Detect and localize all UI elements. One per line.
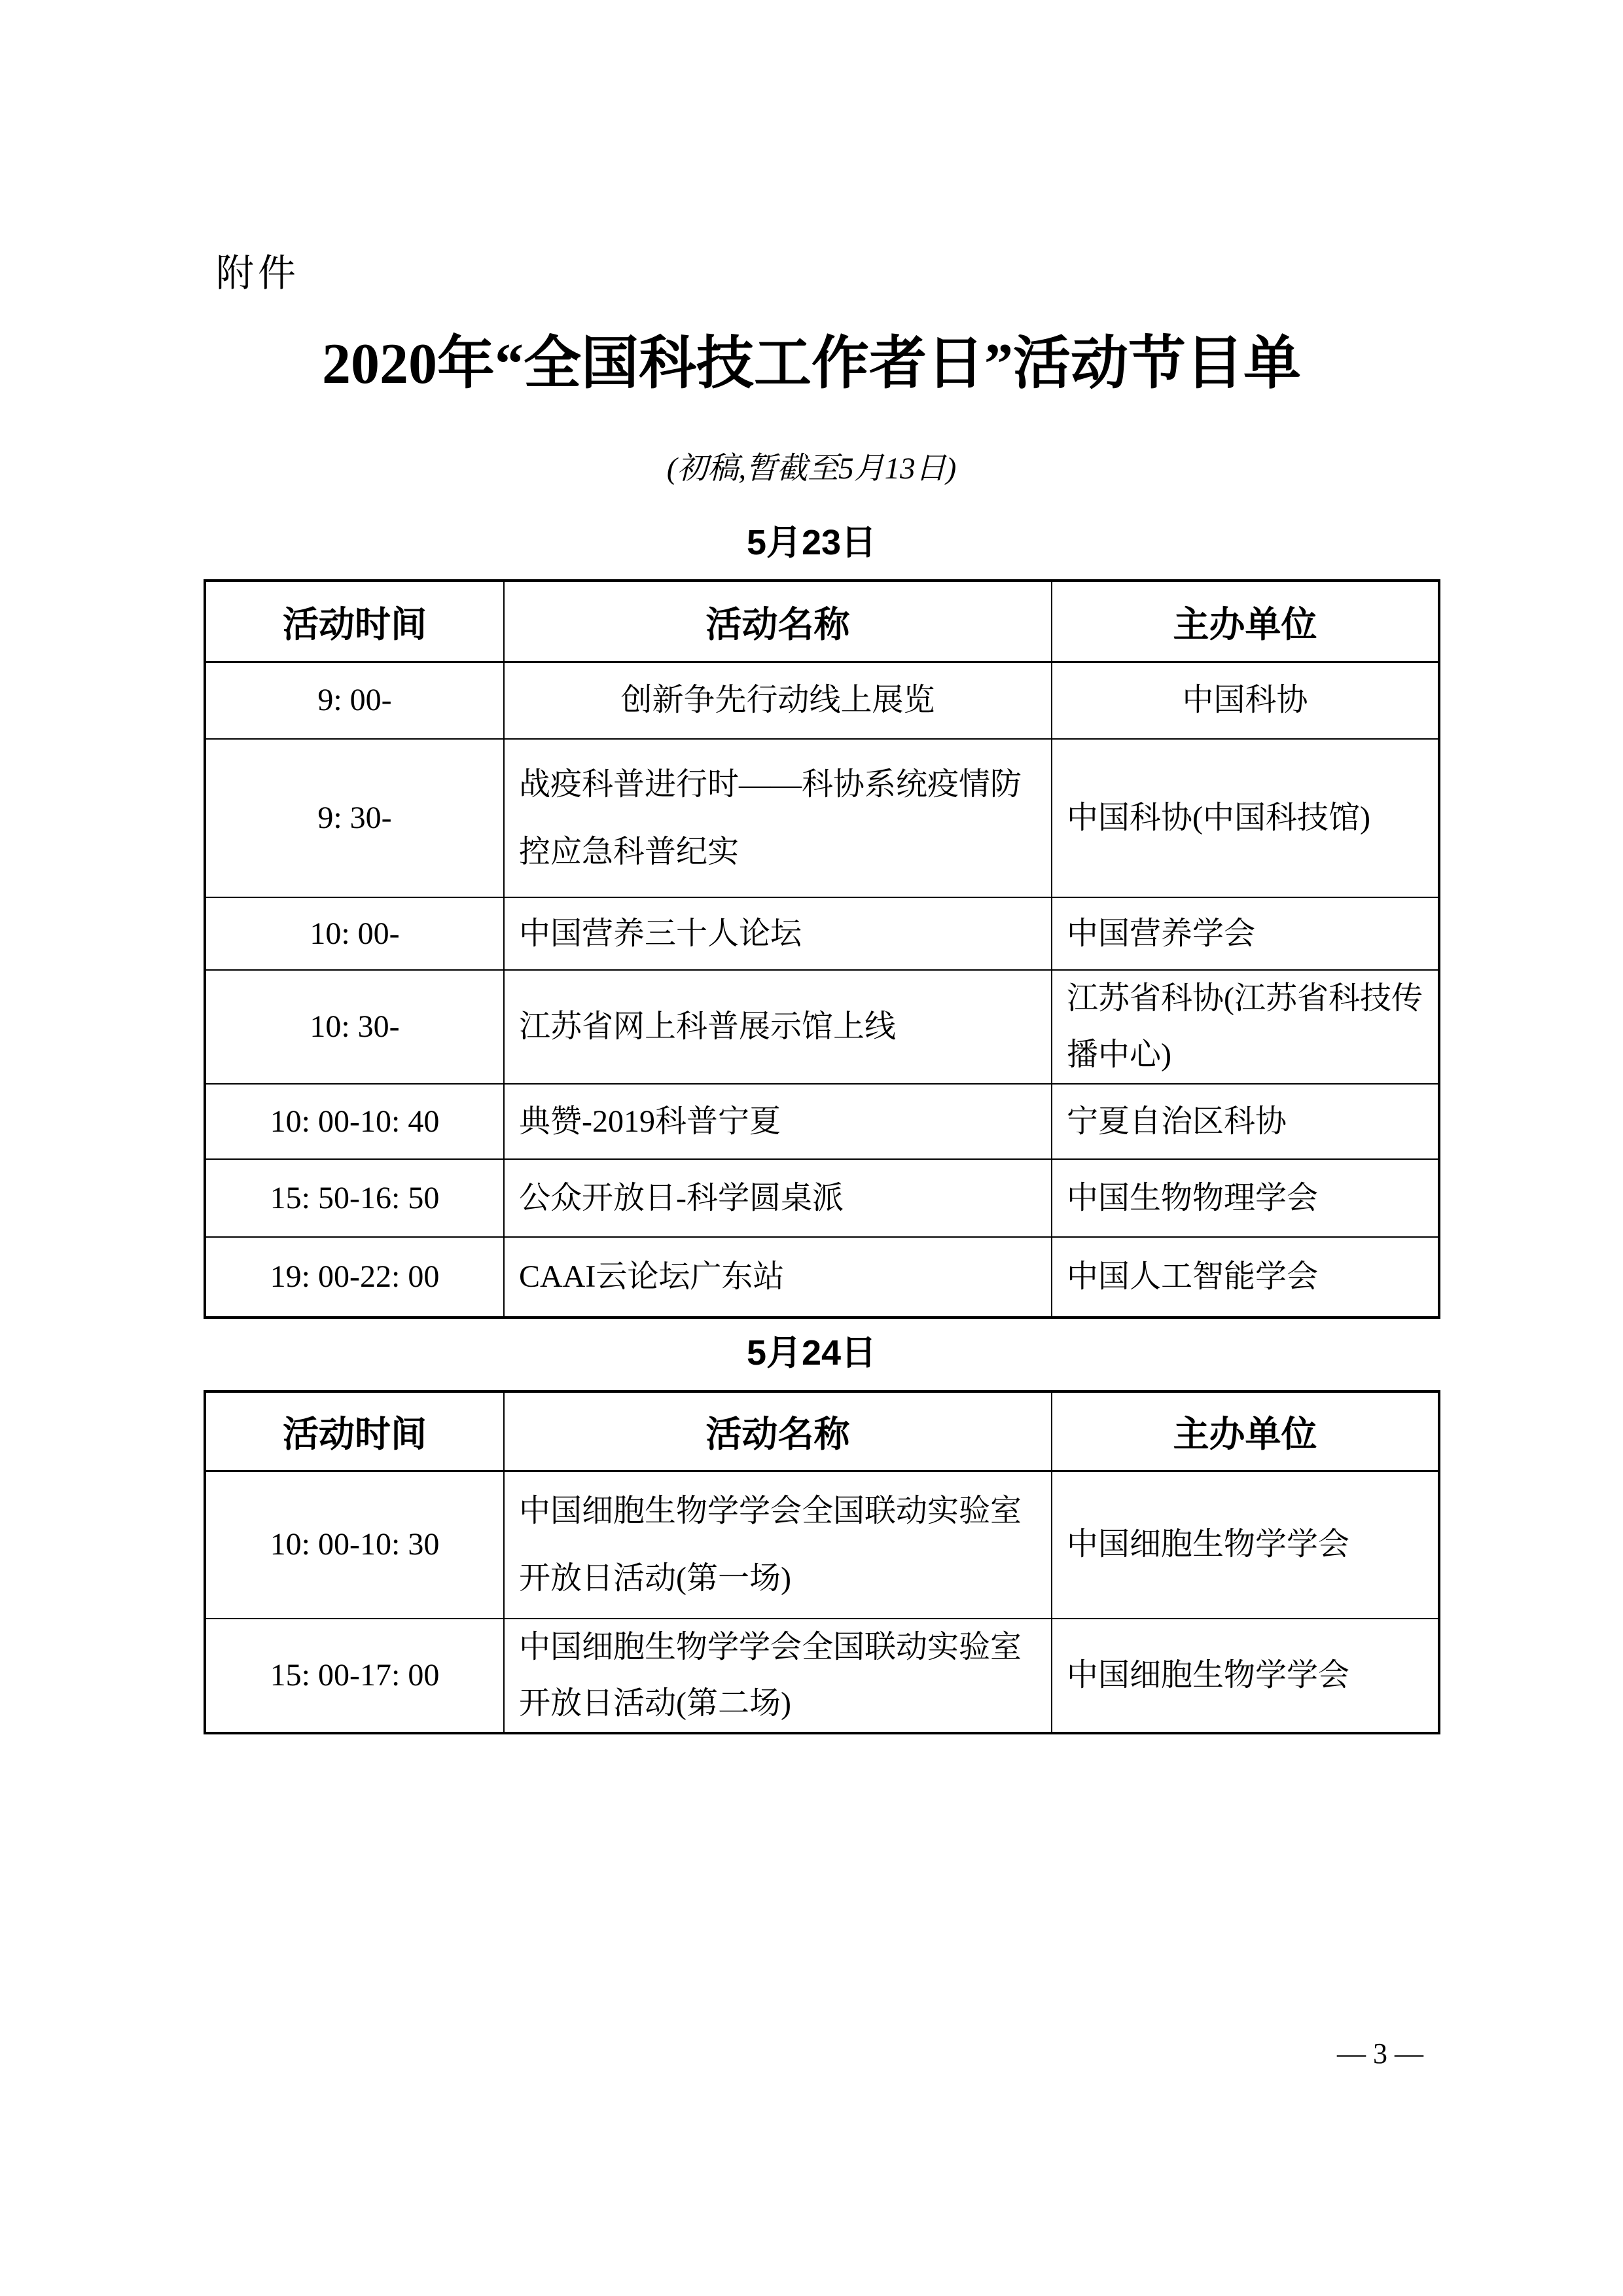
cell-time: 19: 00-22: 00: [205, 1237, 504, 1318]
cell-time: 15: 00-17: 00: [205, 1619, 504, 1733]
cell-host: 中国细胞生物学学会: [1052, 1619, 1439, 1733]
cell-time: 10: 30-: [205, 970, 504, 1084]
cell-activity-name: 中国细胞生物学学会全国联动实验室开放日活动(第二场): [504, 1619, 1052, 1733]
cell-time: 9: 30-: [205, 739, 504, 897]
page-title: 2020年“全国科技工作者日”活动节目单: [321, 332, 1301, 396]
table-row: [205, 1084, 1439, 1159]
column-header-host: 主办单位: [1052, 1391, 1439, 1471]
section-heading-may23: 5月23日: [746, 523, 877, 562]
column-header-time: 活动时间: [205, 581, 504, 662]
cell-host: 中国生物物理学会: [1052, 1159, 1439, 1237]
cell-activity-name: 中国营养三十人论坛: [504, 897, 1052, 970]
cell-host: 中国科协: [1052, 662, 1439, 739]
schedule-table-may23: [204, 579, 1440, 1319]
table-row: [205, 970, 1439, 1084]
table-header-row: [205, 581, 1439, 662]
column-header-name: 活动名称: [504, 1391, 1052, 1471]
cell-host: 江苏省科协(江苏省科技传播中心): [1052, 970, 1439, 1084]
cell-time: 9: 00-: [205, 662, 504, 739]
cell-host: 宁夏自治区科协: [1052, 1084, 1439, 1159]
table-row: [205, 1237, 1439, 1318]
cell-host: 中国营养学会: [1052, 897, 1439, 970]
cell-activity-name: 战疫科普进行时——科协系统疫情防控应急科普纪实: [504, 739, 1052, 897]
table-row: [205, 1619, 1439, 1733]
table-row: [205, 739, 1439, 897]
page-number: — 3 —: [1337, 2037, 1423, 2070]
table-row: [205, 1159, 1439, 1237]
cell-time: 15: 50-16: 50: [205, 1159, 504, 1237]
cell-time: 10: 00-10: 30: [205, 1471, 504, 1619]
section-heading-may24: 5月24日: [746, 1333, 877, 1372]
cell-host: 中国人工智能学会: [1052, 1237, 1439, 1318]
schedule-table-may24: [204, 1390, 1440, 1734]
cell-activity-name: 中国细胞生物学学会全国联动实验室开放日活动(第一场): [504, 1471, 1052, 1619]
cell-activity-name: CAAI云论坛广东站: [504, 1237, 1052, 1318]
cell-host: 中国科协(中国科技馆): [1052, 739, 1439, 897]
column-header-time: 活动时间: [205, 1391, 504, 1471]
table-row: [205, 1471, 1439, 1619]
table-header-row: [205, 1391, 1439, 1471]
table-row: [205, 662, 1439, 739]
cell-activity-name: 公众开放日-科学圆桌派: [504, 1159, 1052, 1237]
cell-time: 10: 00-: [205, 897, 504, 970]
cell-activity-name: 江苏省网上科普展示馆上线: [504, 970, 1052, 1084]
page-subtitle: (初稿,暂截至5月13日): [666, 452, 957, 486]
column-header-host: 主办单位: [1052, 581, 1439, 662]
cell-host: 中国细胞生物学学会: [1052, 1471, 1439, 1619]
attachment-label: 附件: [216, 252, 300, 295]
table-row: [205, 897, 1439, 970]
cell-activity-name: 创新争先行动线上展览: [504, 662, 1052, 739]
cell-time: 10: 00-10: 40: [205, 1084, 504, 1159]
cell-activity-name: 典赞-2019科普宁夏: [504, 1084, 1052, 1159]
column-header-name: 活动名称: [504, 581, 1052, 662]
